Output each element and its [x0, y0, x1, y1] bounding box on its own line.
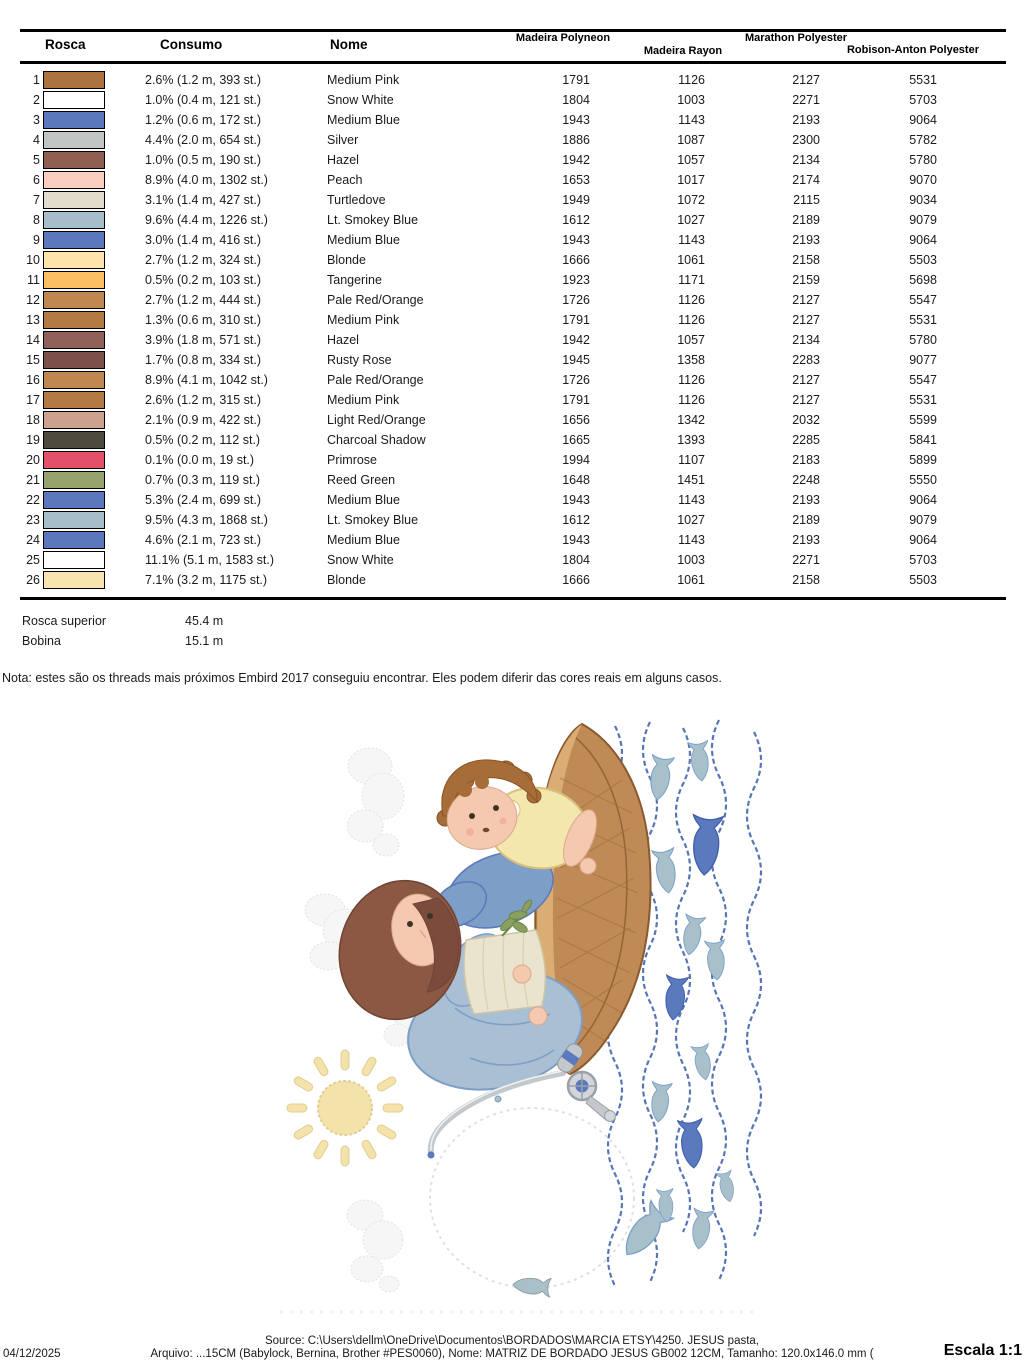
table-row: [20, 210, 1006, 230]
thread-consumption: 1.3% (0.6 m, 310 st.): [145, 313, 262, 327]
thread-name: Medium Blue: [327, 233, 400, 247]
robison-anton-code: 9064: [909, 113, 937, 127]
robison-anton-code: 9079: [909, 213, 937, 227]
marathon-polyester-code: 2283: [792, 353, 820, 367]
thread-consumption: 0.7% (0.3 m, 119 st.): [145, 473, 261, 487]
table-header: [20, 31, 1006, 61]
robison-anton-code: 5599: [909, 413, 937, 427]
thread-color-swatch: [43, 311, 105, 329]
madeira-polyneon-code: 1943: [562, 233, 590, 247]
thread-name: Lt. Smokey Blue: [327, 513, 419, 527]
jesus-hand: [529, 1007, 547, 1025]
sun-disc: [318, 1081, 372, 1135]
madeira-rayon-code: 1003: [677, 93, 705, 107]
marathon-polyester-code: 2115: [793, 193, 820, 207]
madeira-polyneon-code: 1612: [562, 513, 590, 527]
thread-number: 19: [26, 433, 40, 447]
madeira-polyneon-code: 1648: [562, 473, 590, 487]
thread-consumption: 1.7% (0.8 m, 334 st.): [145, 353, 262, 367]
thread-color-swatch: [43, 551, 105, 569]
thread-consumption: 2.7% (1.2 m, 324 st.): [145, 253, 262, 267]
thread-number: 15: [26, 353, 40, 367]
thread-number: 4: [33, 133, 40, 147]
thread-color-swatch: [43, 291, 105, 309]
madeira-rayon-code: 1358: [677, 353, 705, 367]
thread-number: 24: [26, 533, 40, 547]
thread-number: 13: [26, 313, 40, 327]
table-row: [20, 90, 1006, 110]
fish-icon: [662, 975, 688, 1021]
table-row: [20, 330, 1006, 350]
thread-consumption: 7.1% (3.2 m, 1175 st.): [145, 573, 268, 587]
madeira-polyneon-code: 1726: [562, 293, 590, 307]
madeira-polyneon-code: 1942: [562, 333, 590, 347]
fishing-reel: [568, 1072, 616, 1122]
robison-anton-code: 5531: [909, 73, 937, 87]
table-bottom-rule: [20, 597, 1006, 600]
thread-color-swatch: [43, 511, 105, 529]
madeira-rayon-code: 1342: [677, 413, 705, 427]
thread-color-swatch: [43, 151, 105, 169]
madeira-polyneon-code: 1942: [562, 153, 590, 167]
table-row: [20, 510, 1006, 530]
thread-consumption: 0.5% (0.2 m, 112 st.): [145, 433, 261, 447]
table-row: [20, 110, 1006, 130]
thread-consumption: 3.1% (1.4 m, 427 st.): [145, 193, 262, 207]
thread-color-swatch: [43, 431, 105, 449]
robison-anton-code: 5899: [909, 453, 937, 467]
madeira-rayon-code: 1027: [677, 513, 705, 527]
thread-name: Hazel: [327, 153, 359, 167]
marathon-polyester-code: 2127: [792, 73, 820, 87]
sun: [287, 1050, 403, 1166]
thread-name: Lt. Smokey Blue: [327, 213, 419, 227]
robison-anton-code: 9064: [909, 233, 937, 247]
thread-color-swatch: [43, 351, 105, 369]
footer-source-block: [97, 1335, 927, 1361]
thread-number: 7: [33, 193, 40, 207]
fish-icon: [688, 740, 712, 781]
thread-consumption: 1.2% (0.6 m, 172 st.): [145, 113, 262, 127]
fish-icon: [678, 1119, 706, 1169]
thread-number: 11: [27, 273, 40, 287]
marathon-polyester-code: 2174: [792, 173, 820, 187]
thread-consumption: 9.6% (4.4 m, 1226 st.): [145, 213, 268, 227]
bobbin-label: Bobina: [22, 634, 61, 648]
thread-color-swatch: [43, 271, 105, 289]
upper-thread-row: [22, 611, 422, 631]
thread-name: Primrose: [327, 453, 378, 467]
thread-consumption: 8.9% (4.0 m, 1302 st.): [145, 173, 268, 187]
thread-consumption: 3.9% (1.8 m, 571 st.): [145, 333, 262, 347]
madeira-polyneon-code: 1994: [562, 453, 590, 467]
thread-name: Medium Blue: [327, 493, 400, 507]
marathon-polyester-code: 2183: [792, 453, 820, 467]
header-madeira-polyneon: Madeira Polyneon: [515, 32, 611, 44]
thread-consumption: 2.6% (1.2 m, 315 st.): [145, 393, 262, 407]
fish-icon: [705, 940, 728, 981]
thread-color-swatch: [43, 251, 105, 269]
cloud-bottom-left: [347, 1200, 403, 1292]
thread-number: 20: [26, 453, 40, 467]
madeira-polyneon-code: 1943: [562, 493, 590, 507]
thread-color-swatch: [43, 471, 105, 489]
thread-consumption: 4.6% (2.1 m, 723 st.): [145, 533, 262, 547]
thread-name: Pale Red/Orange: [327, 373, 424, 387]
thread-color-swatch: [43, 171, 105, 189]
thread-color-swatch: [43, 71, 105, 89]
thread-color-swatch: [43, 391, 105, 409]
table-row: [20, 490, 1006, 510]
robison-anton-code: 5782: [909, 133, 937, 147]
thread-number: 9: [33, 233, 40, 247]
thread-consumption: 0.5% (0.2 m, 103 st.): [145, 273, 262, 287]
fish-icon: [689, 1208, 714, 1250]
table-row: [20, 150, 1006, 170]
thread-name: Pale Red/Orange: [327, 293, 424, 307]
madeira-polyneon-code: 1665: [562, 433, 590, 447]
thread-number: 18: [26, 413, 40, 427]
thread-number: 3: [33, 113, 40, 127]
madeira-polyneon-code: 1804: [562, 93, 590, 107]
thread-name: Silver: [327, 133, 359, 147]
thread-consumption: 11.1% (5.1 m, 1583 st.): [145, 553, 274, 567]
thread-color-swatch: [43, 531, 105, 549]
table-header-rule: [20, 61, 1006, 64]
fish-icon: [691, 1044, 714, 1082]
thread-name: Charcoal Shadow: [327, 433, 426, 447]
marathon-polyester-code: 2158: [792, 573, 820, 587]
marathon-polyester-code: 2271: [792, 93, 820, 107]
madeira-polyneon-code: 1666: [562, 573, 590, 587]
thread-consumption: 2.6% (1.2 m, 393 st.): [145, 73, 262, 87]
robison-anton-code: 9079: [909, 513, 937, 527]
header-consumo: Consumo: [160, 37, 223, 52]
madeira-rayon-code: 1003: [677, 553, 705, 567]
table-row: [20, 230, 1006, 250]
marathon-polyester-code: 2032: [792, 413, 820, 427]
threads-note: Nota: estes são os threads mais próximos Embird 2017 conseguiu encontrar. Eles podem diferir das cores reais em alguns casos.: [2, 671, 722, 685]
robison-anton-code: 9077: [909, 353, 937, 367]
table-row: [20, 570, 1006, 590]
thread-number: 6: [33, 173, 40, 187]
footer-file-line: Arquivo: ...15CM (Babylock, Bernina, Brother #PES0060), Nome: MATRIZ DE BORDADO JESUS GB002 12CM, Tamanho: 120.0x146.0 mm (: [150, 1348, 874, 1360]
madeira-rayon-code: 1087: [677, 133, 705, 147]
marathon-polyester-code: 2271: [792, 553, 820, 567]
thread-name: Medium Pink: [327, 393, 400, 407]
thread-consumption: 3.0% (1.4 m, 416 st.): [145, 233, 262, 247]
madeira-polyneon-code: 1945: [562, 353, 590, 367]
thread-number: 10: [26, 253, 40, 267]
madeira-polyneon-code: 1612: [562, 213, 590, 227]
madeira-polyneon-code: 1666: [562, 253, 590, 267]
madeira-rayon-code: 1126: [678, 73, 705, 87]
scale-label: Escala 1:1: [943, 1342, 1022, 1359]
table-row: [20, 190, 1006, 210]
header-marathon-polyester: Marathon Polyester: [744, 32, 848, 44]
robison-anton-code: 5531: [909, 313, 937, 327]
cloud-top-left: [347, 748, 404, 856]
robison-anton-code: 9070: [909, 173, 937, 187]
header-rosca: Rosca: [45, 37, 86, 52]
footer-date: 04/12/2025: [3, 1348, 61, 1360]
madeira-rayon-code: 1126: [678, 313, 705, 327]
madeira-rayon-code: 1143: [678, 113, 705, 127]
fishing-line: [430, 1108, 634, 1288]
madeira-rayon-code: 1143: [678, 233, 705, 247]
marathon-polyester-code: 2127: [792, 373, 820, 387]
thread-name: Snow White: [327, 553, 394, 567]
robison-anton-code: 5841: [909, 433, 937, 447]
thread-number: 25: [26, 553, 40, 567]
thread-color-swatch: [43, 211, 105, 229]
upper-thread-value: 45.4 m: [185, 614, 224, 628]
madeira-rayon-code: 1451: [677, 473, 705, 487]
marathon-polyester-code: 2193: [792, 113, 820, 127]
footer-source-line: Source: C:\Users\dellm\OneDrive\Documentos\BORDADOS\MARCIA ETSY\4250. JESUS pasta,: [264, 1335, 760, 1347]
thread-consumption: 8.9% (4.1 m, 1042 st.): [145, 373, 268, 387]
thread-name: Blonde: [327, 573, 366, 587]
thread-consumption: 4.4% (2.0 m, 654 st.): [145, 133, 262, 147]
jesus-hand: [513, 965, 531, 983]
thread-consumption: 0.1% (0.0 m, 19 st.): [145, 453, 255, 467]
thread-number: 21: [26, 473, 40, 487]
marathon-polyester-code: 2127: [792, 313, 820, 327]
bobbin-row: [22, 631, 422, 651]
thread-color-swatch: [43, 371, 105, 389]
robison-anton-code: 5531: [909, 393, 937, 407]
thread-color-swatch: [43, 111, 105, 129]
thread-number: 5: [33, 153, 40, 167]
thread-consumption: 9.5% (4.3 m, 1868 st.): [145, 513, 268, 527]
thread-number: 2: [33, 93, 40, 107]
madeira-rayon-code: 1017: [677, 173, 705, 187]
thread-name: Medium Blue: [327, 533, 400, 547]
marathon-polyester-code: 2127: [792, 293, 820, 307]
robison-anton-code: 5503: [909, 253, 937, 267]
thread-color-swatch: [43, 191, 105, 209]
madeira-polyneon-code: 1949: [562, 193, 590, 207]
robison-anton-code: 9064: [909, 493, 937, 507]
robison-anton-code: 5547: [909, 293, 937, 307]
table-row: [20, 450, 1006, 470]
robison-anton-code: 5703: [909, 553, 937, 567]
madeira-rayon-code: 1061: [677, 573, 705, 587]
madeira-polyneon-code: 1726: [562, 373, 590, 387]
madeira-rayon-code: 1061: [677, 253, 705, 267]
thread-name: Reed Green: [327, 473, 396, 487]
fish-icon: [679, 914, 705, 956]
madeira-polyneon-code: 1886: [562, 133, 590, 147]
madeira-rayon-code: 1393: [677, 433, 705, 447]
thread-name: Snow White: [327, 93, 394, 107]
thread-consumption: 2.7% (1.2 m, 444 st.): [145, 293, 262, 307]
thread-color-swatch: [43, 231, 105, 249]
madeira-polyneon-code: 1804: [562, 553, 590, 567]
fish-icon: [652, 848, 680, 895]
thread-color-swatch: [43, 91, 105, 109]
table-row: [20, 250, 1006, 270]
robison-anton-code: 5503: [909, 573, 937, 587]
table-row: [20, 70, 1006, 90]
fish-icon: [716, 1170, 737, 1203]
embroidery-design-preview: [270, 718, 770, 1318]
madeira-polyneon-code: 1656: [562, 413, 590, 427]
table-row: [20, 430, 1006, 450]
madeira-rayon-code: 1057: [677, 153, 705, 167]
thread-consumption: 2.1% (0.9 m, 422 st.): [145, 413, 262, 427]
thread-name: Peach: [327, 173, 363, 187]
table-row: [20, 530, 1006, 550]
madeira-polyneon-code: 1791: [562, 73, 590, 87]
thread-name: Rusty Rose: [327, 353, 392, 367]
madeira-polyneon-code: 1791: [562, 313, 590, 327]
jesus-tunic: [464, 930, 545, 1014]
table-row: [20, 370, 1006, 390]
thread-consumption: 1.0% (0.5 m, 190 st.): [145, 153, 262, 167]
table-row: [20, 470, 1006, 490]
table-row: [20, 130, 1006, 150]
marathon-polyester-code: 2193: [792, 533, 820, 547]
thread-name: Tangerine: [327, 273, 382, 287]
fish-icon: [646, 755, 674, 802]
marathon-polyester-code: 2134: [792, 153, 820, 167]
thread-number: 22: [26, 493, 40, 507]
madeira-rayon-code: 1072: [677, 193, 705, 207]
table-row: [20, 270, 1006, 290]
robison-anton-code: 5547: [909, 373, 937, 387]
lure-fish: [512, 1275, 551, 1297]
table-row: [20, 290, 1006, 310]
thread-name: Turtledove: [327, 193, 386, 207]
robison-anton-code: 9034: [909, 193, 937, 207]
thread-name: Medium Pink: [327, 313, 400, 327]
marathon-polyester-code: 2159: [792, 273, 820, 287]
header-nome: Nome: [330, 37, 368, 52]
madeira-rayon-code: 1126: [678, 293, 705, 307]
thread-name: Hazel: [327, 333, 359, 347]
madeira-polyneon-code: 1791: [562, 393, 590, 407]
thread-name: Blonde: [327, 253, 366, 267]
robison-anton-code: 5703: [909, 93, 937, 107]
thread-consumption: 5.3% (2.4 m, 699 st.): [145, 493, 262, 507]
thread-name: Medium Blue: [327, 113, 400, 127]
marathon-polyester-code: 2189: [792, 513, 820, 527]
marathon-polyester-code: 2285: [792, 433, 820, 447]
madeira-polyneon-code: 1943: [562, 533, 590, 547]
thread-number: 23: [26, 513, 40, 527]
table-row: [20, 390, 1006, 410]
thread-number: 26: [26, 573, 40, 587]
robison-anton-code: 5550: [909, 473, 937, 487]
header-robison-anton: Robison-Anton Polyester: [846, 44, 979, 56]
thread-name: Light Red/Orange: [327, 413, 426, 427]
thread-number: 17: [26, 393, 40, 407]
header-madeira-rayon: Madeira Rayon: [643, 45, 723, 57]
table-row: [20, 350, 1006, 370]
marathon-polyester-code: 2158: [792, 253, 820, 267]
thread-color-swatch: [43, 331, 105, 349]
thread-color-swatch: [43, 491, 105, 509]
thread-number: 1: [33, 73, 40, 87]
madeira-rayon-code: 1057: [677, 333, 705, 347]
fish-icon: [689, 815, 723, 876]
thread-color-swatch: [43, 411, 105, 429]
thread-number: 8: [33, 213, 40, 227]
thread-consumption: 1.0% (0.4 m, 121 st.): [145, 93, 262, 107]
marathon-polyester-code: 2248: [792, 473, 820, 487]
marathon-polyester-code: 2300: [792, 133, 820, 147]
table-row: [20, 410, 1006, 430]
bobbin-value: 15.1 m: [185, 634, 224, 648]
table-row: [20, 170, 1006, 190]
marathon-polyester-code: 2193: [792, 493, 820, 507]
madeira-rayon-code: 1171: [678, 273, 705, 287]
madeira-rayon-code: 1143: [678, 493, 705, 507]
madeira-polyneon-code: 1943: [562, 113, 590, 127]
upper-thread-label: Rosca superior: [22, 614, 107, 628]
thread-name: Medium Pink: [327, 73, 400, 87]
madeira-rayon-code: 1126: [678, 373, 705, 387]
table-row: [20, 310, 1006, 330]
thread-summary: [22, 611, 422, 651]
marathon-polyester-code: 2127: [792, 393, 820, 407]
madeira-rayon-code: 1027: [677, 213, 705, 227]
madeira-polyneon-code: 1653: [562, 173, 590, 187]
robison-anton-code: 5780: [909, 333, 937, 347]
robison-anton-code: 9064: [909, 533, 937, 547]
madeira-rayon-code: 1143: [678, 533, 705, 547]
madeira-rayon-code: 1107: [678, 453, 705, 467]
marathon-polyester-code: 2189: [792, 213, 820, 227]
madeira-polyneon-code: 1923: [562, 273, 590, 287]
madeira-rayon-code: 1126: [678, 393, 705, 407]
table-row: [20, 550, 1006, 570]
table-rows: [20, 70, 1006, 590]
marathon-polyester-code: 2134: [792, 333, 820, 347]
thread-color-swatch: [43, 131, 105, 149]
thread-number: 12: [26, 293, 40, 307]
robison-anton-code: 5780: [909, 153, 937, 167]
thread-number: 16: [26, 373, 40, 387]
marathon-polyester-code: 2193: [792, 233, 820, 247]
robison-anton-code: 5698: [909, 273, 937, 287]
thread-number: 14: [26, 333, 40, 347]
thread-color-swatch: [43, 571, 105, 589]
thread-color-swatch: [43, 451, 105, 469]
